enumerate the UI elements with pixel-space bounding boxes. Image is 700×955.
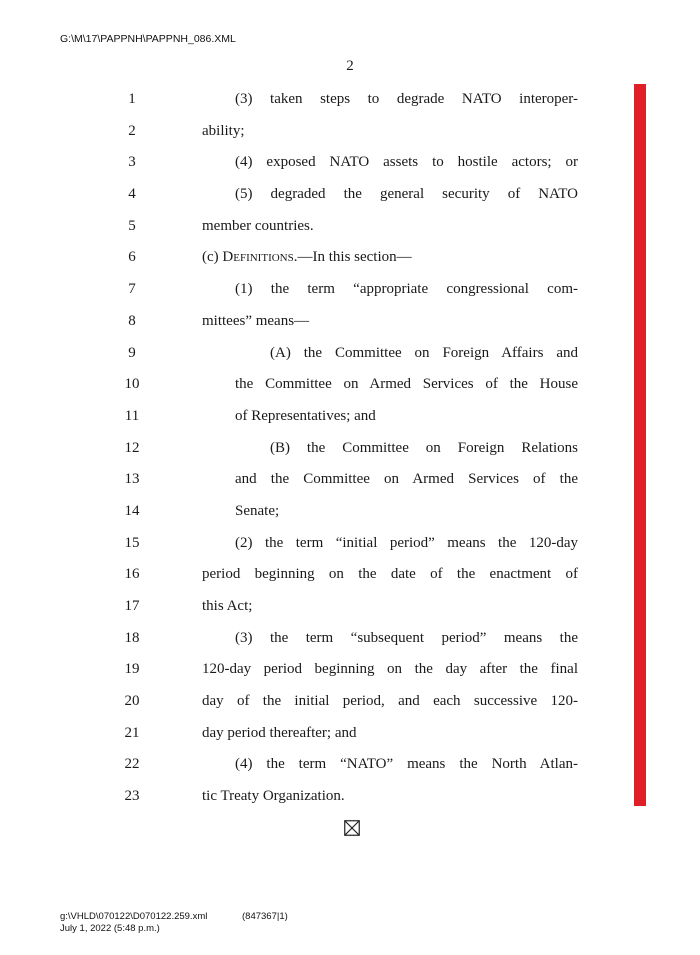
text-line xyxy=(0,623,700,655)
line-text: .—In this section— xyxy=(293,249,412,266)
line-text: (B) the Committee on Foreign Relations xyxy=(270,439,578,456)
text-line xyxy=(0,718,700,750)
line-number: 5 xyxy=(128,217,136,234)
page-number: 2 xyxy=(346,58,354,74)
line-text: and the Committee on Armed Services of the xyxy=(235,471,578,488)
text-line xyxy=(0,591,700,623)
line-number: 8 xyxy=(128,312,136,329)
text-line xyxy=(0,528,700,560)
line-text: Senate; xyxy=(235,502,280,519)
end-of-document-icon xyxy=(344,820,360,836)
line-text: (2) the term “initial period” means the 120-day xyxy=(235,534,578,551)
line-text: (4) exposed NATO assets to hostile actors; or xyxy=(235,154,578,171)
line-number: 22 xyxy=(124,756,140,773)
text-line xyxy=(0,274,700,306)
line-text: day period thereafter; and xyxy=(202,724,357,741)
text-line xyxy=(0,179,700,211)
line-text: 120-day period beginning on the day after the final xyxy=(202,661,578,678)
section-heading-line xyxy=(202,242,578,274)
document-file-path: G:\M\17\PAPPNH\PAPPNH_086.XML xyxy=(60,33,236,45)
document-footer xyxy=(60,911,288,935)
line-number: 13 xyxy=(124,471,140,488)
footer-timestamp: July 1, 2022 (5:48 p.m.) xyxy=(60,923,160,934)
text-line xyxy=(0,781,700,813)
text-line xyxy=(0,433,700,465)
line-text: (4) the term “NATO” means the North Atlan- xyxy=(235,756,578,773)
line-text: day of the initial period, and each successive 120- xyxy=(202,693,578,710)
text-line xyxy=(0,147,700,179)
line-text: (3) taken steps to degrade NATO interoper- xyxy=(235,91,578,107)
text-line xyxy=(0,369,700,401)
line-text: the Committee on Armed Services of the House xyxy=(235,376,578,393)
line-text: (A) the Committee on Foreign Affairs and xyxy=(270,344,578,361)
line-number: 7 xyxy=(128,281,136,298)
line-text: this Act; xyxy=(202,598,253,614)
subsection-label: (c) xyxy=(202,249,223,266)
line-number: 17 xyxy=(124,598,140,614)
line-number: 11 xyxy=(124,407,140,424)
line-text: (5) degraded the general security of NATO xyxy=(235,186,578,203)
line-number: 12 xyxy=(124,439,140,456)
line-text: period beginning on the date of the enactment of xyxy=(202,566,578,583)
text-line xyxy=(0,242,700,274)
text-line xyxy=(0,306,700,338)
text-line xyxy=(0,496,700,528)
line-number: 1 xyxy=(128,91,136,107)
footer-code: (847367|1) xyxy=(242,911,288,922)
line-number: 2 xyxy=(128,122,136,139)
text-line xyxy=(0,116,700,148)
line-number: 18 xyxy=(124,629,140,646)
section-heading: Definitions xyxy=(222,249,294,266)
text-line xyxy=(0,654,700,686)
line-number: 19 xyxy=(124,661,140,678)
line-text: tic Treaty Organization. xyxy=(202,788,345,805)
text-line xyxy=(0,559,700,591)
footer-file-path: g:\VHLD\070122\D070122.259.xml xyxy=(60,911,208,922)
line-number: 16 xyxy=(124,566,140,583)
line-text: mittees” means— xyxy=(202,312,310,329)
line-number: 21 xyxy=(124,724,140,741)
text-line xyxy=(0,749,700,781)
line-text: (3) the term “subsequent period” means the xyxy=(235,629,578,646)
line-number: 20 xyxy=(124,693,140,710)
line-number: 9 xyxy=(128,344,136,361)
text-line xyxy=(0,686,700,718)
text-line xyxy=(0,464,700,496)
line-number: 6 xyxy=(128,249,136,266)
line-number: 15 xyxy=(124,534,140,551)
line-number: 10 xyxy=(124,376,140,393)
line-number: 3 xyxy=(128,154,136,171)
line-number: 23 xyxy=(124,788,140,805)
text-line xyxy=(0,401,700,433)
line-text: (1) the term “appropriate congressional com- xyxy=(235,281,578,298)
text-line xyxy=(0,338,700,370)
line-text: member countries. xyxy=(202,217,314,234)
text-line xyxy=(0,84,700,116)
line-number: 4 xyxy=(128,186,136,203)
line-number: 14 xyxy=(124,502,140,519)
line-text: of Representatives; and xyxy=(235,407,376,424)
text-line xyxy=(0,211,700,243)
bill-text xyxy=(0,84,700,813)
line-text: ability; xyxy=(202,122,245,139)
